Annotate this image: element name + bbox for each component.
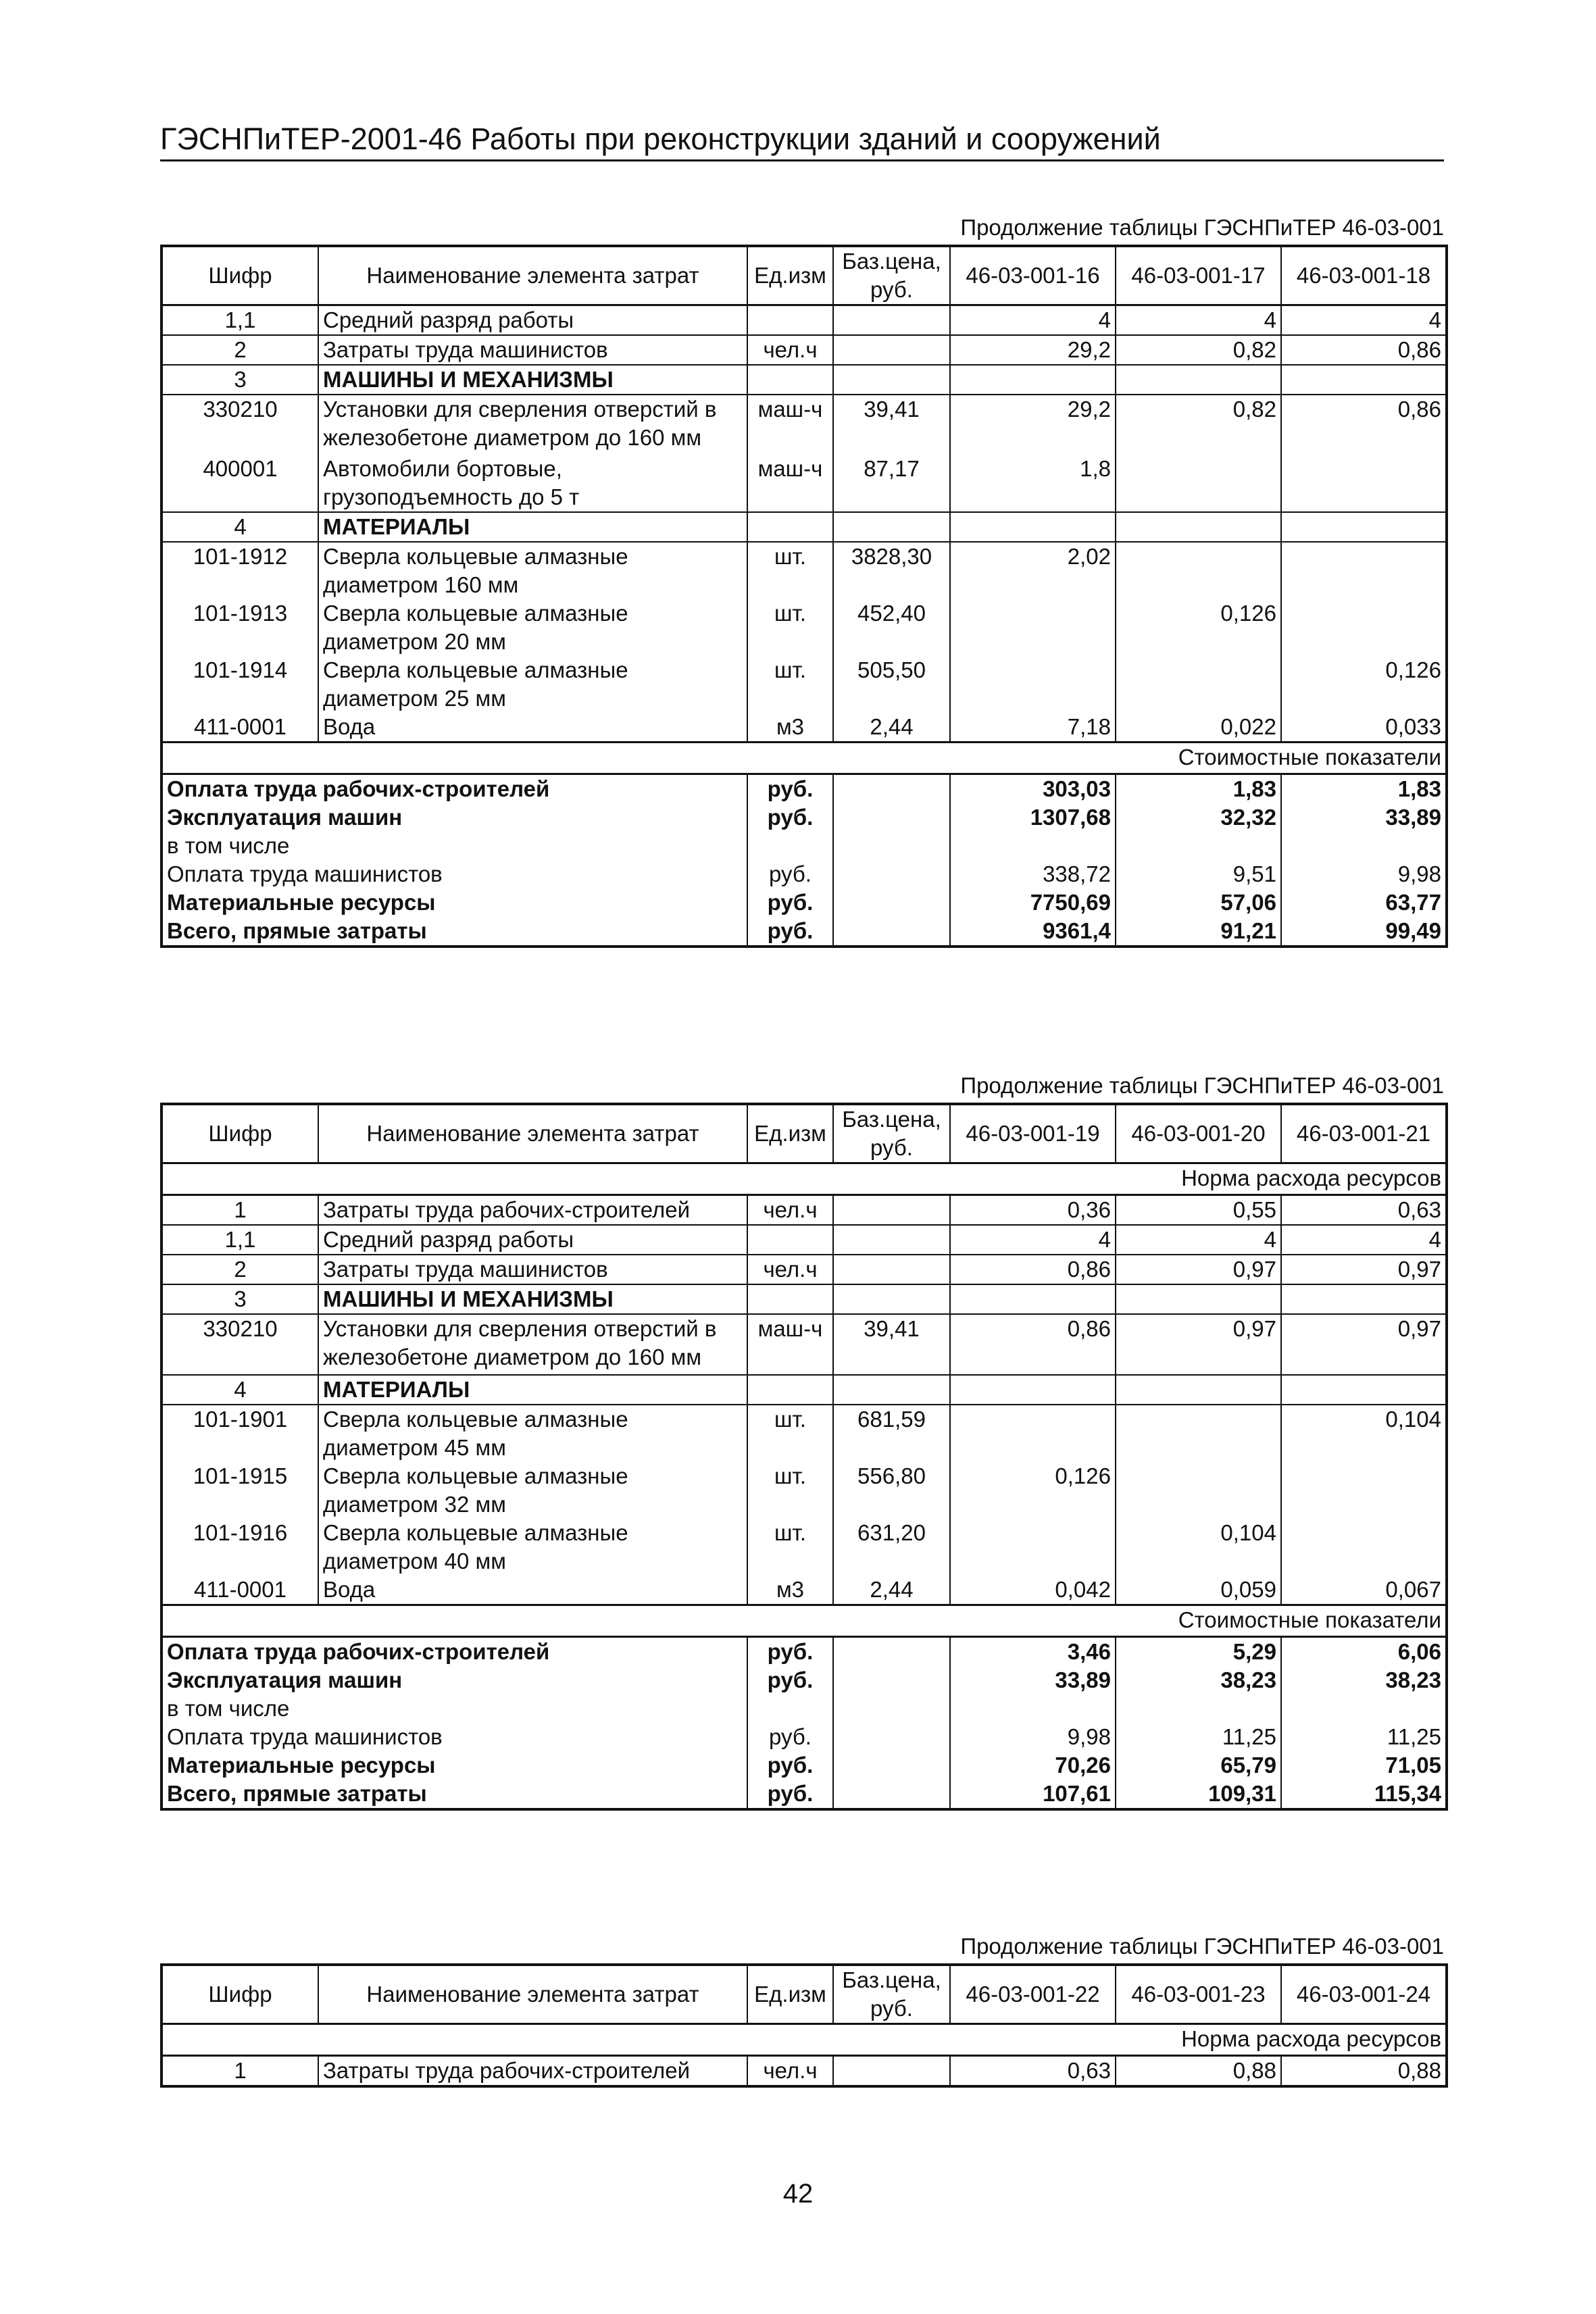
table-row [161,713,1447,743]
norm-2-cell: 4 [1116,305,1281,336]
cost-price-empty [833,803,950,832]
norm-1-cell: 2,02 [950,542,1116,599]
cost-value-2: 5,29 [1116,1637,1281,1667]
norm-section-row [161,2024,1447,2056]
cost-value-2 [1116,832,1281,860]
code-cell: 101-1915 [193,1463,288,1488]
price-cell [833,1225,950,1255]
cost-summary [161,1637,1447,1810]
norm-2-cell: 0,82 [1116,395,1281,455]
table-header-row [161,246,1447,305]
code-cell: 1 [234,1197,247,1222]
price-cell [833,2056,950,2087]
cost-label: в том числе [167,833,290,858]
table-row [161,1519,1447,1576]
cost-row [161,1780,1447,1809]
cost-label: Оплата труда машинистов [167,1724,443,1749]
name-cell: Вода [318,1576,747,1605]
cost-section-row [161,1605,1447,1637]
unit-cell [747,1375,833,1405]
norm-2-cell: 0,88 [1116,2056,1281,2087]
norm-2-cell: 0,97 [1116,1314,1281,1375]
code-cell: 2 [161,1255,318,1284]
code-cell: 101-1913 [193,601,288,626]
cost-value-1: 9,98 [950,1723,1116,1751]
cost-value-2 [1116,1694,1281,1723]
unit-cell [747,1284,833,1314]
code-cell: 101-1916 [193,1520,288,1545]
cost-value-3: 115,34 [1281,1780,1447,1809]
name-cell: Установки для сверления отверстий в железобетоне диаметром до 160 мм [318,1314,747,1375]
cost-value-2: 91,21 [1116,917,1281,947]
table-body [161,1195,1447,1605]
col-price-header: Баз.цена, руб. [833,246,950,305]
code-cell: 3 [161,1284,318,1314]
cost-label: Всего, прямые затраты [167,1781,427,1806]
norm-2-cell [1116,656,1281,713]
norms-table-3 [160,1963,1448,2088]
table-row [161,365,1447,395]
cost-value-1: 107,61 [950,1780,1116,1809]
code-cell: 330210 [161,1314,318,1375]
cost-unit: руб. [747,1723,833,1751]
name-cell: Сверла кольцевые алмазные диаметром 32 мм [318,1462,747,1519]
table-row [161,1405,1447,1462]
norm-1-cell: 4 [950,305,1116,336]
col-code-header: Шифр [161,246,318,305]
table-caption: Продолжение таблицы ГЭСНПиТЕР 46-03-001 [960,1073,1444,1098]
col-name-header: Наименование элемента затрат [318,246,747,305]
code-cell: 1 [234,2058,247,2083]
name-cell: Затраты труда машинистов [318,335,747,365]
norm-section-label: Норма расхода ресурсов [161,1163,1447,1195]
norm-1-cell: 0,36 [950,1195,1116,1226]
norm-3-cell: 0,126 [1281,656,1447,713]
col-norm-2-header: 46-03-001-20 [1116,1104,1281,1163]
norm-3-cell: 4 [1281,1225,1447,1255]
table-row [161,2056,1447,2087]
norm-3-cell [1281,599,1447,656]
unit-cell [747,305,833,336]
name-cell: МАШИНЫ И МЕХАНИЗМЫ [318,1284,747,1314]
price-cell: 505,50 [833,656,950,713]
norm-2-cell: 0,059 [1116,1576,1281,1605]
norm-2-cell [1116,512,1281,542]
table-caption: Продолжение таблицы ГЭСНПиТЕР 46-03-001 [960,215,1444,240]
col-name-header: Наименование элемента затрат [318,1104,747,1163]
name-cell: Сверла кольцевые алмазные диаметром 20 мм [318,599,747,656]
cost-value-2: 65,79 [1116,1751,1281,1780]
cost-section-label: Стоимостные показатели [161,1605,1447,1637]
table-row [161,395,1447,455]
norm-2-cell: 0,55 [1116,1195,1281,1226]
norm-2-cell: 0,97 [1116,1255,1281,1284]
cost-row [161,803,1447,832]
col-name-header: Наименование элемента затрат [318,1965,747,2024]
norm-1-cell [950,656,1116,713]
unit-cell: маш-ч [747,395,833,455]
cost-price-empty [833,1637,950,1667]
name-cell: МАТЕРИАЛЫ [318,1375,747,1405]
cost-label: Эксплуатация машин [167,805,403,830]
cost-unit [747,1694,833,1723]
col-price-header: Баз.цена, руб. [833,1965,950,2024]
cost-value-3: 71,05 [1281,1751,1447,1780]
cost-row [161,1723,1447,1751]
unit-cell: м3 [747,713,833,743]
norm-1-cell: 29,2 [950,395,1116,455]
price-cell [833,365,950,395]
cost-value-3: 6,06 [1281,1637,1447,1667]
cost-unit: руб. [747,1637,833,1667]
cost-value-1: 9361,4 [950,917,1116,947]
code-cell: 101-1914 [193,657,288,682]
cost-row [161,917,1447,947]
unit-cell: чел.ч [747,335,833,365]
norm-3-cell [1281,1284,1447,1314]
norm-1-cell [950,1375,1116,1405]
table-row [161,335,1447,365]
cost-value-2: 9,51 [1116,860,1281,888]
price-cell [833,305,950,336]
norm-3-cell: 0,033 [1281,713,1447,743]
col-norm-3-header: 46-03-001-24 [1281,1965,1447,2024]
col-norm-2-header: 46-03-001-17 [1116,246,1281,305]
cost-label: Материальные ресурсы [167,890,436,915]
norm-3-cell [1281,542,1447,599]
norm-1-cell: 0,63 [950,2056,1116,2087]
norm-2-cell [1116,1284,1281,1314]
norm-1-cell: 0,126 [950,1462,1116,1519]
cost-value-1: 303,03 [950,774,1116,804]
norm-1-cell: 4 [950,1225,1116,1255]
unit-cell: шт. [747,656,833,713]
col-norm-1-header: 46-03-001-16 [950,246,1116,305]
name-cell: Сверла кольцевые алмазные диаметром 40 мм [318,1519,747,1576]
table-body [161,2056,1447,2087]
unit-cell: шт. [747,599,833,656]
unit-cell: шт. [747,542,833,599]
col-unit-header: Ед.изм [747,1104,833,1163]
price-cell: 681,59 [833,1405,950,1462]
norm-3-cell: 0,88 [1281,2056,1447,2087]
cost-price-empty [833,888,950,917]
unit-cell: маш-ч [747,1314,833,1375]
cost-summary [161,774,1447,947]
cost-price-empty [833,1666,950,1694]
cost-unit: руб. [747,1780,833,1809]
cost-row [161,888,1447,917]
cost-row [161,1666,1447,1694]
table-header-row [161,1965,1447,2024]
norm-3-cell: 0,067 [1281,1576,1447,1605]
cost-unit: руб. [747,1666,833,1694]
cost-value-2: 1,83 [1116,774,1281,804]
cost-row [161,1694,1447,1723]
price-cell: 2,44 [833,713,950,743]
col-norm-1-header: 46-03-001-22 [950,1965,1116,2024]
price-cell [833,1375,950,1405]
table-row [161,1576,1447,1605]
norm-3-cell: 0,63 [1281,1195,1447,1226]
code-cell: 4 [161,1375,318,1405]
code-cell: 330210 [161,395,318,455]
cost-unit: руб. [747,774,833,804]
name-cell: МАШИНЫ И МЕХАНИЗМЫ [318,365,747,395]
name-cell: МАТЕРИАЛЫ [318,512,747,542]
cost-label: Всего, прямые затраты [167,918,427,943]
col-code-header: Шифр [161,1104,318,1163]
norm-2-cell [1116,455,1281,512]
code-cell: 1,1 [161,1225,318,1255]
cost-value-1: 7750,69 [950,888,1116,917]
cost-value-3: 99,49 [1281,917,1447,947]
cost-price-empty [833,832,950,860]
name-cell: Затраты труда рабочих-строителей [318,1195,747,1226]
unit-cell: шт. [747,1405,833,1462]
unit-cell: чел.ч [747,2056,833,2087]
unit-cell: чел.ч [747,1255,833,1284]
unit-cell: м3 [747,1576,833,1605]
norm-1-cell [950,599,1116,656]
norm-3-cell [1281,1375,1447,1405]
code-cell: 3 [161,365,318,395]
norm-1-cell: 0,86 [950,1314,1116,1375]
col-price-header: Баз.цена, руб. [833,1104,950,1163]
price-cell: 631,20 [833,1519,950,1576]
cost-unit: руб. [747,888,833,917]
norm-2-cell: 0,126 [1116,599,1281,656]
price-cell: 3828,30 [833,542,950,599]
cost-price-empty [833,1751,950,1780]
norms-table-1 [160,245,1448,948]
norm-2-cell: 0,022 [1116,713,1281,743]
cost-label: в том числе [167,1696,290,1721]
code-cell: 4 [161,512,318,542]
cost-unit: руб. [747,917,833,947]
norm-3-cell [1281,512,1447,542]
cost-price-empty [833,774,950,804]
norm-3-cell [1281,455,1447,512]
cost-label: Оплата труда рабочих-строителей [167,1639,550,1664]
cost-value-1: 1307,68 [950,803,1116,832]
norm-1-cell [950,1284,1116,1314]
unit-cell [747,1225,833,1255]
cost-row [161,860,1447,888]
norm-3-cell [1281,365,1447,395]
code-cell: 411-0001 [193,1577,286,1602]
table-row [161,656,1447,713]
cost-row [161,1637,1447,1667]
code-cell: 400001 [203,456,278,481]
norm-1-cell: 7,18 [950,713,1116,743]
price-cell: 2,44 [833,1576,950,1605]
cost-price-empty [833,1780,950,1809]
cost-value-1 [950,832,1116,860]
cost-value-3 [1281,832,1447,860]
price-cell [833,335,950,365]
norm-3-cell: 0,97 [1281,1314,1447,1375]
table-row [161,1255,1447,1284]
cost-value-1: 70,26 [950,1751,1116,1780]
cost-value-1: 33,89 [950,1666,1116,1694]
col-code-header: Шифр [161,1965,318,2024]
price-cell: 39,41 [833,1314,950,1375]
table-row [161,1195,1447,1226]
unit-cell [747,512,833,542]
price-cell [833,512,950,542]
cost-value-3: 9,98 [1281,860,1447,888]
cost-unit: руб. [747,1751,833,1780]
code-cell: 411-0001 [193,714,286,739]
table-row [161,542,1447,599]
cost-row [161,1751,1447,1780]
cost-value-3: 1,83 [1281,774,1447,804]
cost-value-3 [1281,1694,1447,1723]
norm-1-cell: 0,86 [950,1255,1116,1284]
cost-row [161,832,1447,860]
cost-unit [747,832,833,860]
table-row [161,512,1447,542]
norm-3-cell: 4 [1281,305,1447,336]
cost-label: Оплата труда рабочих-строителей [167,776,550,801]
price-cell [833,1195,950,1226]
col-norm-2-header: 46-03-001-23 [1116,1965,1281,2024]
table-row [161,1462,1447,1519]
norm-2-cell: 0,82 [1116,335,1281,365]
norm-3-cell: 0,86 [1281,335,1447,365]
norm-section-label: Норма расхода ресурсов [161,2024,1447,2056]
norm-2-cell: 0,104 [1116,1519,1281,1576]
cost-label: Материальные ресурсы [167,1753,436,1778]
code-cell: 1,1 [224,307,256,332]
price-cell: 39,41 [833,395,950,455]
norm-2-cell [1116,542,1281,599]
col-norm-3-header: 46-03-001-18 [1281,246,1447,305]
cost-unit: руб. [747,860,833,888]
name-cell: Затраты труда рабочих-строителей [318,2056,747,2087]
price-cell [833,1284,950,1314]
norm-2-cell: 4 [1116,1225,1281,1255]
cost-unit: руб. [747,803,833,832]
cost-price-empty [833,1694,950,1723]
table-row [161,1284,1447,1314]
page-number: 42 [782,2179,814,2209]
norm-1-cell [950,512,1116,542]
norm-2-cell [1116,1405,1281,1462]
unit-cell: маш-ч [747,455,833,512]
cost-row [161,774,1447,804]
norm-1-cell: 0,042 [950,1576,1116,1605]
cost-value-1: 338,72 [950,860,1116,888]
norm-1-cell [950,1519,1116,1576]
norm-2-cell [1116,1462,1281,1519]
code-cell: 2 [161,335,318,365]
norm-2-cell [1116,365,1281,395]
table-header-row [161,1104,1447,1163]
code-cell: 101-1912 [161,542,318,599]
name-cell: Средний разряд работы [318,1225,747,1255]
cost-price-empty [833,1723,950,1751]
cost-value-3: 38,23 [1281,1666,1447,1694]
cost-value-2: 11,25 [1116,1723,1281,1751]
name-cell: Установки для сверления отверстий в железобетоне диаметром до 160 мм [318,395,747,455]
cost-value-3: 11,25 [1281,1723,1447,1751]
table-body [161,305,1447,743]
cost-value-3: 33,89 [1281,803,1447,832]
table-row [161,1314,1447,1375]
norm-2-cell [1116,1375,1281,1405]
name-cell: Затраты труда машинистов [318,1255,747,1284]
unit-cell: шт. [747,1519,833,1576]
unit-cell: шт. [747,1462,833,1519]
cost-value-2: 57,06 [1116,888,1281,917]
name-cell: Автомобили бортовые, грузоподъемность до 5 т [318,455,747,512]
cost-value-2: 38,23 [1116,1666,1281,1694]
cost-price-empty [833,860,950,888]
col-norm-1-header: 46-03-001-19 [950,1104,1116,1163]
cost-price-empty [833,917,950,947]
col-norm-3-header: 46-03-001-21 [1281,1104,1447,1163]
col-unit-header: Ед.изм [747,1965,833,2024]
table-row [161,305,1447,336]
name-cell: Сверла кольцевые алмазные диаметром 25 мм [318,656,747,713]
norm-3-cell [1281,1519,1447,1576]
norms-table-2 [160,1103,1448,1811]
code-cell: 101-1901 [161,1405,318,1462]
price-cell [833,1255,950,1284]
table-row [161,599,1447,656]
norm-3-cell: 0,86 [1281,395,1447,455]
norm-3-cell: 0,97 [1281,1255,1447,1284]
page-header: ГЭСНПиТЕР-2001-46 Работы при реконструкции зданий и сооружений [160,122,1444,161]
name-cell: Сверла кольцевые алмазные диаметром 45 мм [318,1405,747,1462]
cost-value-1: 3,46 [950,1637,1116,1667]
cost-section-row [161,743,1447,774]
norm-3-cell: 0,104 [1281,1405,1447,1462]
cost-section-label: Стоимостные показатели [161,743,1447,774]
price-cell: 87,17 [833,455,950,512]
unit-cell [747,365,833,395]
name-cell: Вода [318,713,747,743]
table-caption: Продолжение таблицы ГЭСНПиТЕР 46-03-001 [960,1934,1444,1959]
norm-1-cell [950,365,1116,395]
name-cell: Сверла кольцевые алмазные диаметром 160 мм [318,542,747,599]
norm-1-cell [950,1405,1116,1462]
cost-value-2: 109,31 [1116,1780,1281,1809]
cost-value-1 [950,1694,1116,1723]
cost-value-3: 63,77 [1281,888,1447,917]
norm-1-cell: 1,8 [950,455,1116,512]
table-row [161,455,1447,512]
unit-cell: чел.ч [747,1195,833,1226]
table-row [161,1225,1447,1255]
norm-1-cell: 29,2 [950,335,1116,365]
price-cell: 452,40 [833,599,950,656]
price-cell: 556,80 [833,1462,950,1519]
col-unit-header: Ед.изм [747,246,833,305]
table-row [161,1375,1447,1405]
cost-value-2: 32,32 [1116,803,1281,832]
name-cell: Средний разряд работы [318,305,747,336]
norm-section-row [161,1163,1447,1195]
norm-3-cell [1281,1462,1447,1519]
cost-label: Эксплуатация машин [167,1667,403,1692]
cost-label: Оплата труда машинистов [167,861,443,886]
